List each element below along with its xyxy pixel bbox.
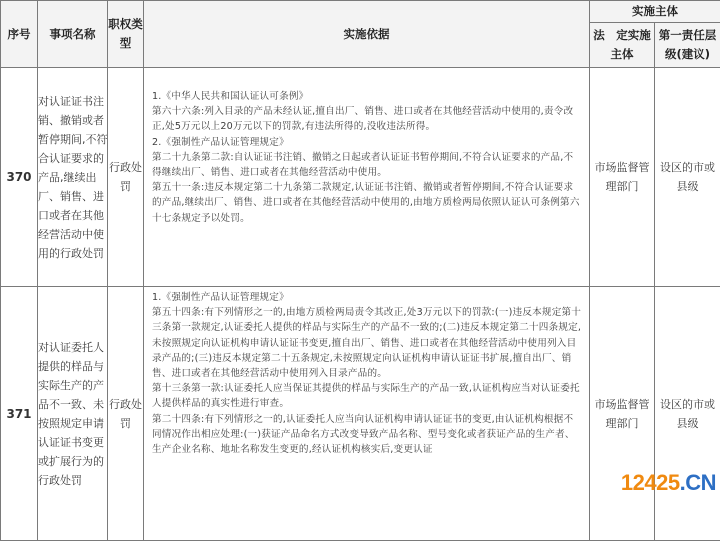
authority-type: 行政处罚 xyxy=(108,68,144,287)
header-basis: 实施依据 xyxy=(144,1,590,68)
authority-type: 行政处罚 xyxy=(108,287,144,541)
item-name: 对认证证书注销、撤销或者暂停期间,不符合认证要求的产品,继续出厂、销售、进口或者在其他经营活动中使用的行政处罚 xyxy=(38,92,110,263)
basis-line: 第六十六条:列入目录的产品未经认证,擅自出厂、销售、进口或者在其他经营活动中使用的,责令改正,处5万元以上20万元以下的罚款,有违法所得的,没收违法所得。 xyxy=(152,104,583,134)
table-row xyxy=(1,287,720,541)
header-level: 第一责任层级(建议) xyxy=(655,23,720,68)
header-subject-group: 实施主体 xyxy=(590,1,720,23)
legal-basis xyxy=(144,68,590,287)
basis-line: 第五十一条:违反本规定第二十九条第二款规定,认证证书注销、撤销或者暂停期间,不符合认证要求的产品,继续出厂、销售、进口或者在其他经营活动中使用的,由地方质检两局依照认证认可条例第六十七条规定予以处罚。 xyxy=(152,180,583,226)
implementing-subject: 市场监督管理部门 xyxy=(590,68,655,287)
item-name: 对认证委托人提供的样品与实际生产的产品不一致、未按照规定申请认证证书变更或扩展行为的行政处罚 xyxy=(38,338,110,490)
responsibility-level: 设区的市或县级 xyxy=(655,287,720,541)
basis-line: 第二十四条:有下列情形之一的,认证委托人应当向认证机构申请认证证书的变更,由认证机构根据不同情况作出相应处理:(一)获证产品命名方式改变导致产品名称、型号变化或者获证产品的生产者、生产企业名称、地址名称发生变更的,经认证机构核实后,变更认证 xyxy=(152,412,583,458)
basis-line: 第二十九条第二款:自认证证书注销、撤销之日起或者认证证书暂停期间,不符合认证要求的产品,不得继续出厂、销售、进口或者在其他经营活动中使用。 xyxy=(152,150,583,180)
responsibility-level: 设区的市或县级 xyxy=(655,68,720,287)
watermark-domain: .CN xyxy=(680,470,716,495)
header-subject: 法 定实施主体 xyxy=(590,23,655,68)
basis-line: 2.《强制性产品认证管理规定》 xyxy=(152,135,583,150)
watermark-number: 12425 xyxy=(621,470,680,495)
header-type: 职权类型 xyxy=(108,1,144,68)
row-number: 370 xyxy=(1,68,38,287)
legal-basis xyxy=(144,287,590,541)
table-row xyxy=(1,68,720,287)
basis-line: 1.《强制性产品认证管理规定》 xyxy=(152,290,583,305)
header-no: 序号 xyxy=(1,1,38,68)
basis-line: 1.《中华人民共和国认证认可条例》 xyxy=(152,89,583,104)
basis-line: 第五十四条:有下列情形之一的,由地方质检两局责令其改正,处3万元以下的罚款:(一)违反本规定第十三条第一款规定,认证委托人提供的样品与实际生产的产品不一致的;(二)违反本规定第二十四条规定,未按照规定向认证机构申请认证证书变更,擅自出厂、销售、进口或者在其他经营活动中使用列入目录产品的;(三)违反本规定第二十五条规定,未按照规定向认证机构申请认证证书扩展,擅自出厂、销售、进口或者在其他经营活动中使用列入目录产品的。 xyxy=(152,305,583,381)
row-number: 371 xyxy=(1,287,38,541)
basis-line: 第十三条第一款:认证委托人应当保证其提供的样品与实际生产的产品一致,认证机构应当对认证委托人提供样品的真实性进行审查。 xyxy=(152,381,583,411)
implementing-subject: 市场监督管理部门 xyxy=(590,287,655,541)
site-watermark-logo xyxy=(621,471,716,495)
header-name: 事项名称 xyxy=(38,1,108,68)
